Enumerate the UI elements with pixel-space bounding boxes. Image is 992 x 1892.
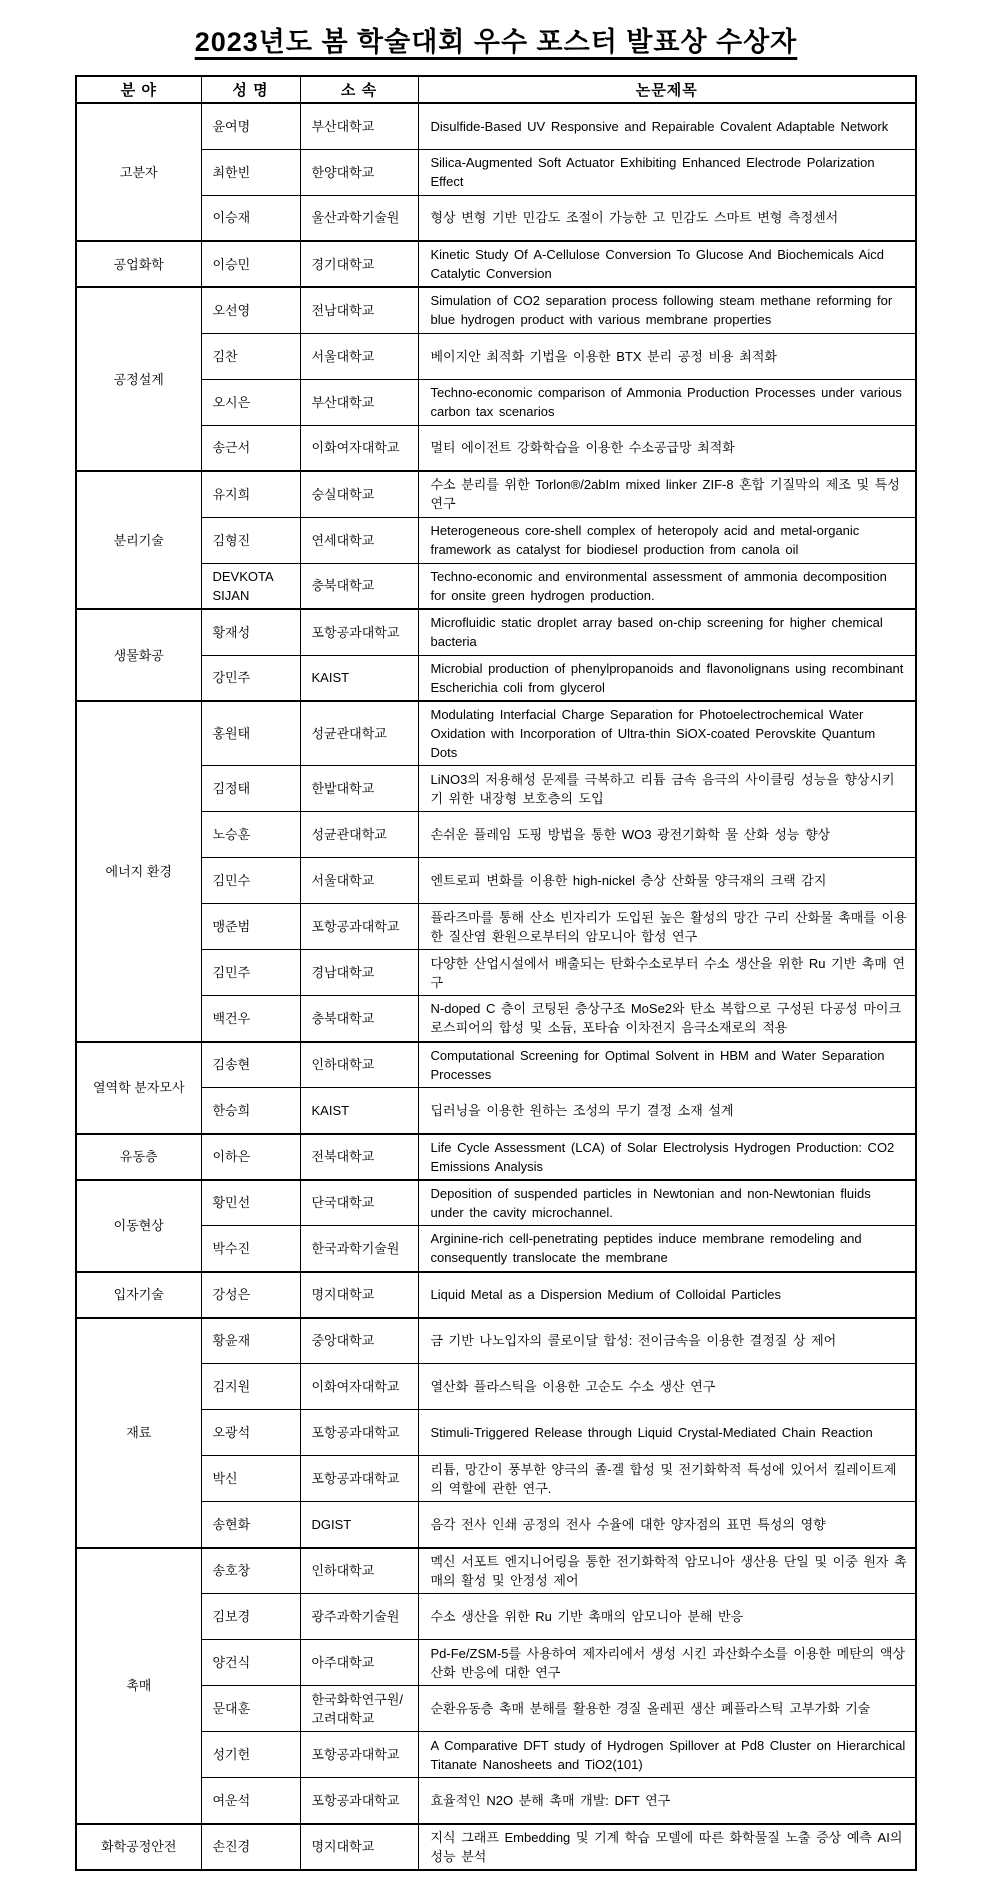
title-cell: Deposition of suspended particles in Newtonian and non-Newtonian fluids under the cavity microchannel.	[418, 1180, 916, 1226]
aff-cell: 부산대학교	[300, 379, 418, 425]
field-cell: 이동현상	[76, 1180, 201, 1272]
aff-cell: 연세대학교	[300, 517, 418, 563]
field-cell: 에너지 환경	[76, 701, 201, 1042]
title-cell: Microbial production of phenylpropanoids and flavonolignans using recombinant Escherichia coli from glycerol	[418, 655, 916, 701]
title-cell: 지식 그래프 Embedding 및 기계 학습 모델에 따른 화학물질 노출 증상 예측 AI의 성능 분석	[418, 1824, 916, 1870]
title-cell: 플라즈마를 통해 산소 빈자리가 도입된 높은 활성의 망간 구리 산화물 촉매를 이용한 질산염 환원으로부터의 암모니아 합성 연구	[418, 904, 916, 950]
table-row	[76, 1318, 916, 1364]
title-cell: Silica-Augmented Soft Actuator Exhibiting Enhanced Electrode Polarization Effect	[418, 149, 916, 195]
table-row	[76, 655, 916, 701]
aff-cell: 단국대학교	[300, 1180, 418, 1226]
name-cell: 박수진	[201, 1226, 300, 1272]
name-cell: 김정태	[201, 766, 300, 812]
name-cell: 김형진	[201, 517, 300, 563]
field-cell: 열역학 분자모사	[76, 1042, 201, 1134]
table-row	[76, 1180, 916, 1226]
table-row	[76, 1226, 916, 1272]
name-cell: 황재성	[201, 609, 300, 655]
aff-cell: 포항공과대학교	[300, 1778, 418, 1824]
aff-cell: 인하대학교	[300, 1042, 418, 1088]
table-row	[76, 1640, 916, 1686]
aff-cell: 명지대학교	[300, 1824, 418, 1870]
title-cell: 리튬, 망간이 풍부한 양극의 졸-겔 합성 및 전기화학적 특성에 있어서 킬레이트제의 역할에 관한 연구.	[418, 1456, 916, 1502]
aff-cell: DGIST	[300, 1502, 418, 1548]
title-cell: Liquid Metal as a Dispersion Medium of Colloidal Particles	[418, 1272, 916, 1318]
table-row	[76, 287, 916, 333]
table-row	[76, 1134, 916, 1180]
table-row	[76, 1272, 916, 1318]
title-cell: Arginine-rich cell-penetrating peptides induce membrane remodeling and consequently translocate the membrane	[418, 1226, 916, 1272]
aff-cell: 아주대학교	[300, 1640, 418, 1686]
aff-cell: 충북대학교	[300, 996, 418, 1042]
name-cell: 문대훈	[201, 1686, 300, 1732]
aff-cell: 성균관대학교	[300, 812, 418, 858]
name-cell: 최한빈	[201, 149, 300, 195]
field-cell: 화학공정안전	[76, 1824, 201, 1870]
aff-cell: 전남대학교	[300, 287, 418, 333]
title-cell: 멀티 에이전트 강화학습을 이용한 수소공급망 최적화	[418, 425, 916, 471]
name-cell: 노승훈	[201, 812, 300, 858]
name-cell: 송호창	[201, 1548, 300, 1594]
table-row	[76, 609, 916, 655]
table-row	[76, 904, 916, 950]
name-cell: 유지희	[201, 471, 300, 517]
aff-cell: 성균관대학교	[300, 701, 418, 766]
title-cell: Simulation of CO2 separation process following steam methane reforming for blue hydrogen product with various membrane properties	[418, 287, 916, 333]
table-row	[76, 517, 916, 563]
field-cell: 공업화학	[76, 241, 201, 287]
aff-cell: 울산과학기술원	[300, 195, 418, 241]
field-cell: 생물화공	[76, 609, 201, 701]
title-cell: Life Cycle Assessment (LCA) of Solar Electrolysis Hydrogen Production: CO2 Emissions Analysis	[418, 1134, 916, 1180]
name-cell: DEVKOTA SIJAN	[201, 563, 300, 609]
table-row	[76, 1594, 916, 1640]
field-cell: 입자기술	[76, 1272, 201, 1318]
title-cell: 효율적인 N2O 분해 촉매 개발: DFT 연구	[418, 1778, 916, 1824]
table-row	[76, 1456, 916, 1502]
name-cell: 강성은	[201, 1272, 300, 1318]
name-cell: 이승민	[201, 241, 300, 287]
name-cell: 강민주	[201, 655, 300, 701]
table-row	[76, 1502, 916, 1548]
name-cell: 여운석	[201, 1778, 300, 1824]
title-cell: 형상 변형 기반 민감도 조절이 가능한 고 민감도 스마트 변형 측정센서	[418, 195, 916, 241]
aff-cell: 인하대학교	[300, 1548, 418, 1594]
table-row	[76, 950, 916, 996]
title-cell: 엔트로피 변화를 이용한 high-nickel 층상 산화물 양극재의 크랙 감지	[418, 858, 916, 904]
table-row	[76, 103, 916, 149]
table-row	[76, 425, 916, 471]
field-cell: 유동층	[76, 1134, 201, 1180]
name-cell: 양건식	[201, 1640, 300, 1686]
name-cell: 김송현	[201, 1042, 300, 1088]
aff-cell: 포항공과대학교	[300, 1732, 418, 1778]
table-row	[76, 1548, 916, 1594]
title-cell: 딥러닝을 이용한 원하는 조성의 무기 결정 소재 설계	[418, 1088, 916, 1134]
aff-cell: 한밭대학교	[300, 766, 418, 812]
aff-cell: 광주과학기술원	[300, 1594, 418, 1640]
table-row	[76, 1824, 916, 1870]
field-cell: 분리기술	[76, 471, 201, 609]
table-row	[76, 701, 916, 766]
title-cell: Disulfide-Based UV Responsive and Repairable Covalent Adaptable Network	[418, 103, 916, 149]
title-cell: Techno-economic comparison of Ammonia Production Processes under various carbon tax scenarios	[418, 379, 916, 425]
header-field: 분 야	[76, 76, 201, 103]
table-row	[76, 766, 916, 812]
name-cell: 오선영	[201, 287, 300, 333]
aff-cell: 충북대학교	[300, 563, 418, 609]
title-cell: N-doped C 층이 코팅된 층상구조 MoSe2와 탄소 복합으로 구성된 다공성 마이크로스피어의 합성 및 소듐, 포타슘 이차전지 음극소재로의 적용	[418, 996, 916, 1042]
aff-cell: 포항공과대학교	[300, 1410, 418, 1456]
aff-cell: 포항공과대학교	[300, 609, 418, 655]
table-row	[76, 379, 916, 425]
name-cell: 송근서	[201, 425, 300, 471]
aff-cell: 서울대학교	[300, 333, 418, 379]
title-cell: Kinetic Study Of Α-Cellulose Conversion To Glucose And Biochemicals Aicd Catalytic Conversion	[418, 241, 916, 287]
header-affiliation: 소 속	[300, 76, 418, 103]
title-cell: 손쉬운 플레임 도핑 방법을 통한 WO3 광전기화학 물 산화 성능 향상	[418, 812, 916, 858]
name-cell: 오광석	[201, 1410, 300, 1456]
aff-cell: KAIST	[300, 655, 418, 701]
aff-cell: 한국화학연구원/고려대학교	[300, 1686, 418, 1732]
title-cell: Techno-economic and environmental assessment of ammonia decomposition for onsite green hydrogen production.	[418, 563, 916, 609]
name-cell: 한승희	[201, 1088, 300, 1134]
aff-cell: 경기대학교	[300, 241, 418, 287]
aff-cell: 이화여자대학교	[300, 425, 418, 471]
title-cell: 열산화 플라스틱을 이용한 고순도 수소 생산 연구	[418, 1364, 916, 1410]
aff-cell: 서울대학교	[300, 858, 418, 904]
name-cell: 황윤재	[201, 1318, 300, 1364]
title-cell: Computational Screening for Optimal Solvent in HBM and Water Separation Processes	[418, 1042, 916, 1088]
title-cell: 순환유동층 촉매 분해를 활용한 경질 올레핀 생산 폐플라스틱 고부가화 기술	[418, 1686, 916, 1732]
table-row	[76, 195, 916, 241]
name-cell: 박신	[201, 1456, 300, 1502]
name-cell: 백건우	[201, 996, 300, 1042]
field-cell: 촉매	[76, 1548, 201, 1824]
table-row	[76, 1686, 916, 1732]
aff-cell: 경남대학교	[300, 950, 418, 996]
aff-cell: 이화여자대학교	[300, 1364, 418, 1410]
name-cell: 이하은	[201, 1134, 300, 1180]
header-paper-title: 논문제목	[418, 76, 916, 103]
title-cell: Pd-Fe/ZSM-5를 사용하여 제자리에서 생성 시킨 과산화수소를 이용한 메탄의 액상산화 반응에 대한 연구	[418, 1640, 916, 1686]
title-cell: LiNO3의 저용해성 문제를 극복하고 리튬 금속 음극의 사이클링 성능을 향상시키기 위한 내장형 보호층의 도입	[418, 766, 916, 812]
title-cell: 베이지안 최적화 기법을 이용한 BTX 분리 공정 비용 최적화	[418, 333, 916, 379]
name-cell: 손진경	[201, 1824, 300, 1870]
title-cell: A Comparative DFT study of Hydrogen Spillover at Pd8 Cluster on Hierarchical Titanate Nanosheets and TiO2(101)	[418, 1732, 916, 1778]
name-cell: 김민수	[201, 858, 300, 904]
page-title	[0, 20, 992, 59]
name-cell: 김지원	[201, 1364, 300, 1410]
name-cell: 윤여명	[201, 103, 300, 149]
aff-cell: 한국과학기술원	[300, 1226, 418, 1272]
name-cell: 김보경	[201, 1594, 300, 1640]
aff-cell: 포항공과대학교	[300, 904, 418, 950]
table-row	[76, 471, 916, 517]
name-cell: 김민주	[201, 950, 300, 996]
table-row	[76, 858, 916, 904]
page-title-text: 2023년도 봄 학술대회 우수 포스터 발표상 수상자	[194, 27, 798, 57]
title-cell: 다양한 산업시설에서 배출되는 탄화수소로부터 수소 생산을 위한 Ru 기반 촉매 연구	[418, 950, 916, 996]
aff-cell: 전북대학교	[300, 1134, 418, 1180]
awards-table	[75, 75, 917, 1871]
aff-cell: 포항공과대학교	[300, 1456, 418, 1502]
title-cell: 수소 분리를 위한 Torlon®/2abIm mixed linker ZIF-8 혼합 기질막의 제조 및 특성 연구	[418, 471, 916, 517]
table-row	[76, 1088, 916, 1134]
title-cell: 금 기반 나노입자의 콜로이달 합성: 전이금속을 이용한 결정질 상 제어	[418, 1318, 916, 1364]
table-row	[76, 996, 916, 1042]
name-cell: 홍원태	[201, 701, 300, 766]
name-cell: 오시은	[201, 379, 300, 425]
title-cell: 멕신 서포트 엔지니어링을 통한 전기화학적 암모니아 생산용 단일 및 이중 원자 촉매의 활성 및 안정성 제어	[418, 1548, 916, 1594]
table-row	[76, 1042, 916, 1088]
title-cell: 음각 전사 인쇄 공정의 전사 수율에 대한 양자점의 표면 특성의 영향	[418, 1502, 916, 1548]
table-row	[76, 241, 916, 287]
aff-cell: 중앙대학교	[300, 1318, 418, 1364]
title-cell: Stimuli-Triggered Release through Liquid Crystal-Mediated Chain Reaction	[418, 1410, 916, 1456]
aff-cell: 한양대학교	[300, 149, 418, 195]
table-body	[76, 103, 916, 1870]
table-row	[76, 1364, 916, 1410]
title-cell: Modulating Interfacial Charge Separation for Photoelectrochemical Water Oxidation with Incorporation of Ultra-thin SiOX-coated Perovskite Quantum Dots	[418, 701, 916, 766]
aff-cell: 숭실대학교	[300, 471, 418, 517]
name-cell: 이승재	[201, 195, 300, 241]
table-row	[76, 1732, 916, 1778]
field-cell: 고분자	[76, 103, 201, 241]
field-cell: 공정설계	[76, 287, 201, 471]
aff-cell: 부산대학교	[300, 103, 418, 149]
table-row	[76, 563, 916, 609]
aff-cell: 명지대학교	[300, 1272, 418, 1318]
header-name: 성 명	[201, 76, 300, 103]
name-cell: 송현화	[201, 1502, 300, 1548]
name-cell: 김찬	[201, 333, 300, 379]
name-cell: 성기헌	[201, 1732, 300, 1778]
title-cell: Microfluidic static droplet array based on-chip screening for higher chemical bacteria	[418, 609, 916, 655]
table-row	[76, 149, 916, 195]
table-row	[76, 1410, 916, 1456]
name-cell: 황민선	[201, 1180, 300, 1226]
field-cell: 재료	[76, 1318, 201, 1548]
title-cell: 수소 생산을 위한 Ru 기반 촉매의 암모니아 분해 반응	[418, 1594, 916, 1640]
header-row	[76, 76, 916, 103]
aff-cell: KAIST	[300, 1088, 418, 1134]
title-cell: Heterogeneous core-shell complex of heteropoly acid and metal-organic framework as catalyst for biodiesel production from canola oil	[418, 517, 916, 563]
name-cell: 맹준범	[201, 904, 300, 950]
table-row	[76, 333, 916, 379]
table-row	[76, 1778, 916, 1824]
table-row	[76, 812, 916, 858]
